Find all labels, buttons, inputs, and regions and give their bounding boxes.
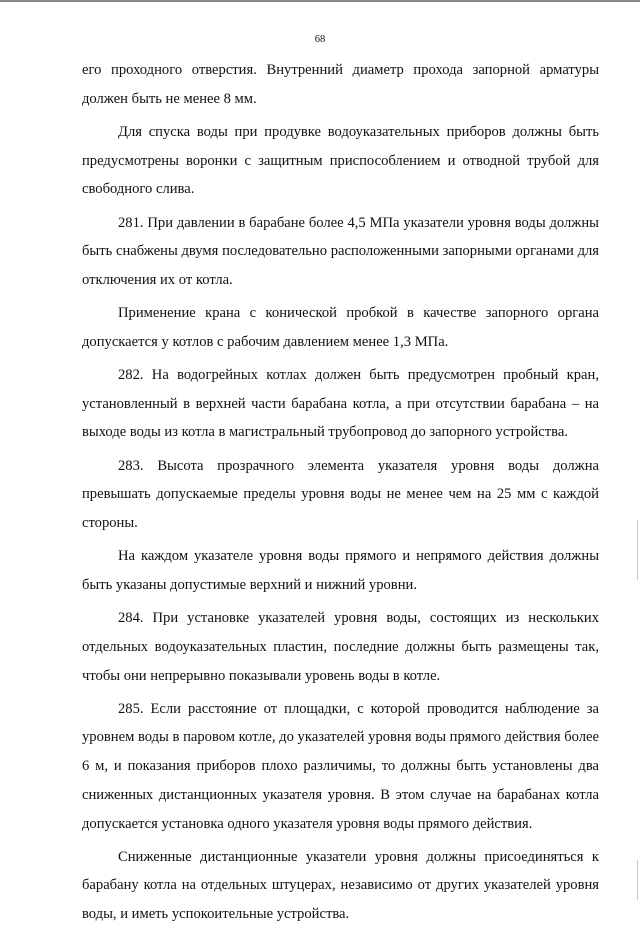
paragraph-continuation: его проходного отверстия. Внутренний диаметр прохода запорной арматуры должен быть не менее 8 мм. bbox=[82, 62, 599, 107]
scan-top-edge bbox=[0, 0, 640, 2]
document-body bbox=[82, 56, 599, 933]
paragraph-284: 284. При установке указателей уровня воды, состоящих из нескольких отдельных водоуказательных пластин, последние должны быть размещены так, чтобы они непрерывно показывали уровень воды в котле. bbox=[82, 610, 599, 684]
paragraph-282: 282. На водогрейных котлах должен быть предусмотрен пробный кран, установленный в верхней части барабана котла, а при отсутствии барабана – на выходе воды из котла в магистральный трубопровод до запорного устройства. bbox=[82, 367, 599, 441]
paragraph-285: 285. Если расстояние от площадки, с которой проводится наблюдение за уровнем воды в паровом котле, до указателей уровня воды прямого действия более 6 м, и показания приборов плохо различимы, то должны быть установлены два сниженных дистанционных указателя уровня. В этом случае на барабанах котла допускается установка одного указателя уровня воды прямого действия. bbox=[82, 700, 599, 832]
paragraph-level-marks: На каждом указателе уровня воды прямого и непрямого действия должны быть указаны допустимые верхний и нижний уровни. bbox=[82, 548, 599, 593]
paragraph-281: 281. При давлении в барабане более 4,5 МПа указатели уровня воды должны быть снабжены двумя последовательно расположенными запорными органами для отключения их от котла. bbox=[82, 214, 599, 288]
paragraph-drain-funnels: Для спуска воды при продувке водоуказательных приборов должны быть предусмотрены воронки с защитным приспособлением и отводной трубой для свободного слива. bbox=[82, 123, 599, 198]
scan-edge-mark bbox=[637, 520, 638, 580]
paragraph-283: 283. Высота прозрачного элемента указателя уровня воды должна превышать допускаемые пределы уровня воды не менее чем на 25 мм с каждой стороны. bbox=[82, 457, 599, 532]
page-number: 68 bbox=[314, 34, 326, 45]
paragraph-conical-plug: Применение крана с конической пробкой в качестве запорного органа допускается у котлов с рабочим давлением менее 1,3 МПа. bbox=[82, 305, 599, 350]
scan-edge-mark bbox=[637, 860, 638, 900]
paragraph-remote-indicators: Сниженные дистанционные указатели уровня должны присоединяться к барабану котла на отдельных штуцерах, независимо от других указателей уровня воды, и иметь успокоительные устройства. bbox=[82, 848, 599, 923]
